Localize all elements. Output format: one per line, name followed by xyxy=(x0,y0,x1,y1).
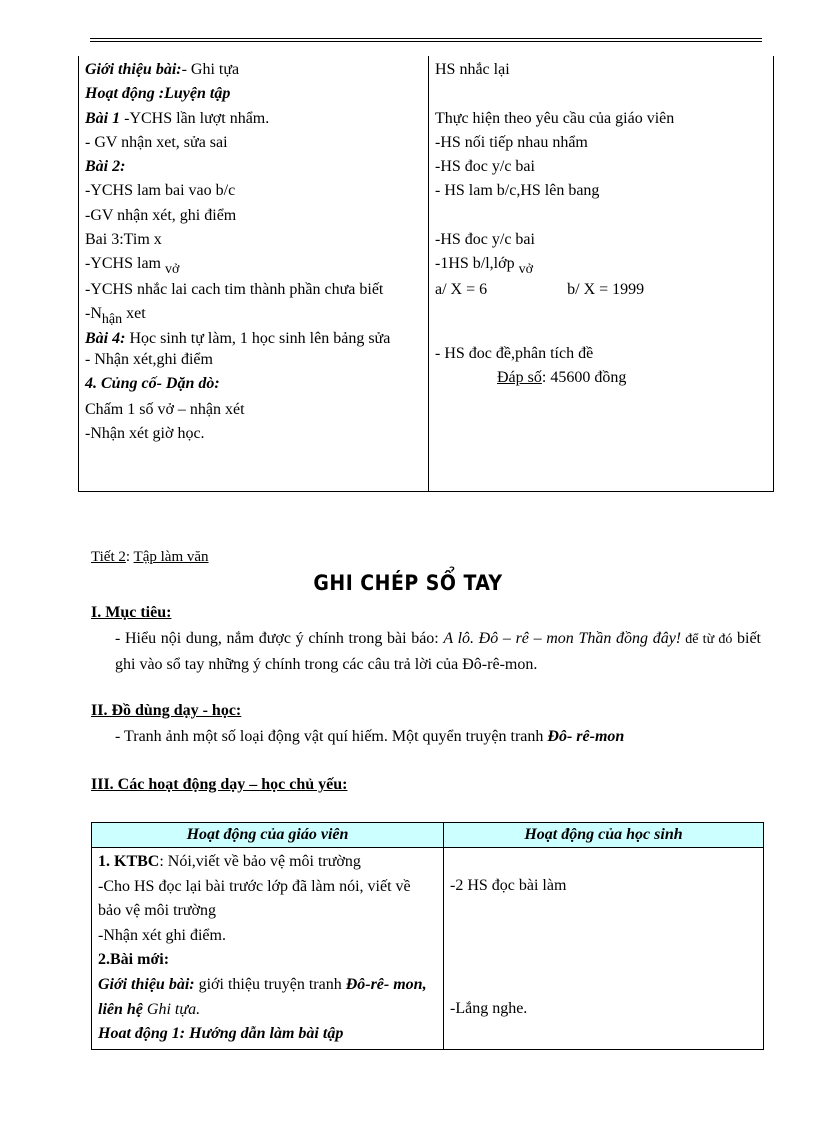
teacher-column: Giới thiệu bài:- Ghi tựa Hoạt động :Luyện tập Bài 1 -YCHS lần lượt nhẩm. - GV nhận xet, sửa sai Bài 2: -YCHS lam bai vao b/c -GV nhận xét, ghi điểm Bai 3:Tim x -YCHS lam vở -YCHS nhắc lai cach tim thành phần chưa biết -Nhận xet Bài 4: Học sinh tự làm, 1 học sinh lên bảng sửa - Nhận xét,ghi điểm 4. Củng cố- Dặn dò: Chấm 1 số vở – nhận xét -Nhận xét giờ học. xyxy=(79,56,429,492)
teacher-activities: 1. KTBC: Nói,viết về bảo vệ môi trường -Cho HS đọc lại bài trước lớp đã làm nói, viết về bảo vệ môi trường -Nhận xét ghi điểm. 2.Bài mới: Giới thiệu bài: giới thiệu truyện tranh Đô-rê- mon, liên hệ Ghi tựa. Hoat động 1: Hướng dẫn làm bài tập xyxy=(92,848,444,1050)
materials-text: - Tranh ảnh một số loại động vật quí hiếm. Một quyển truyện tranh Đô- rê-mon xyxy=(115,728,625,745)
section-objectives: I. Mục tiêu: xyxy=(91,604,172,621)
header-student: Hoạt động của học sinh xyxy=(444,823,764,848)
header-teacher: Hoạt động của giáo viên xyxy=(92,823,444,848)
period-label: Tiết 2: Tập làm văn xyxy=(91,549,209,565)
header-rule xyxy=(90,38,762,42)
student-column: HS nhắc lại Thực hiện theo yêu cầu của giáo viên -HS nối tiếp nhau nhẩm -HS đoc y/c bai - HS lam b/c,HS lên bang -HS đoc y/c bai -1HS b/l,lớp vở a/ X = 6 b/ X = 1999 - HS đoc đề,phân tích đề Đáp số: 45600 đồng xyxy=(429,56,774,492)
student-activities: -2 HS đọc bài làm -Lắng nghe. xyxy=(444,848,764,1050)
section-materials: II. Đồ dùng dạy - học: xyxy=(91,702,242,719)
activity-table-bottom xyxy=(91,822,764,1050)
lesson-title: GHI CHÉP SỔ TAY xyxy=(313,571,503,595)
objectives-text: - Hiểu nội dung, nắm được ý chính trong bài báo: A lô. Đô – rê – mon Thần đồng đây! để từ đó biết ghi vào sổ tay những ý chính trong các câu trả lời của Đô-rê-mon. xyxy=(115,630,761,673)
section-activities: III. Các hoạt động dạy – học chủ yếu: xyxy=(91,776,348,793)
activity-table-top xyxy=(78,56,774,492)
